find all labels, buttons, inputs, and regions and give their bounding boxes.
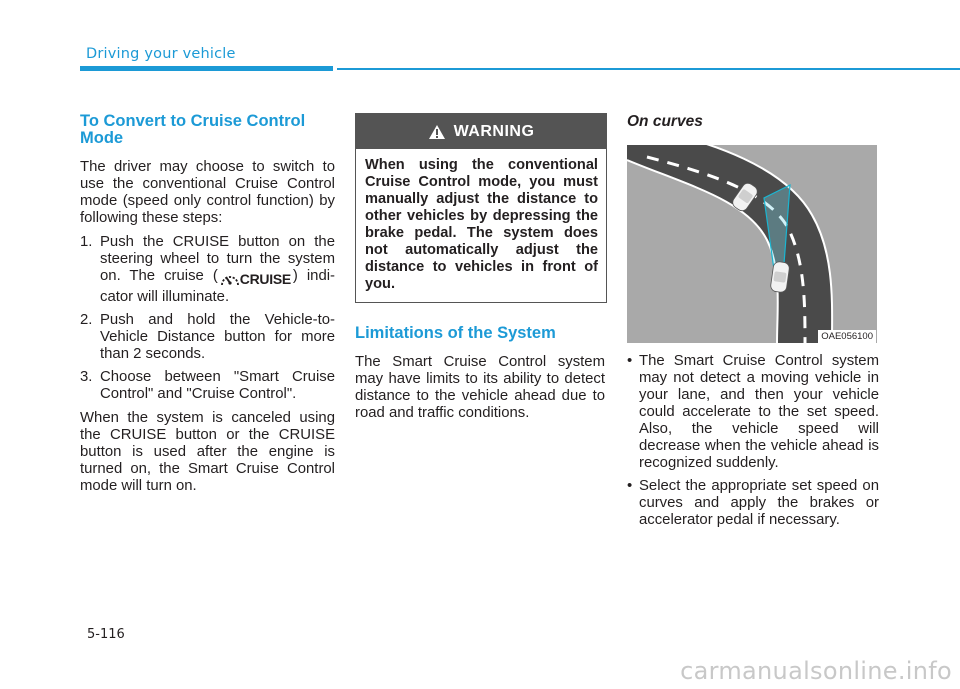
bullet-item: • The Smart Cruise Control system may not detect a moving vehicle in your lane, and then your vehicle could accelerate to the set speed. Also, the vehicle speed will decrease when the vehicle ahead is recognized suddenly. <box>627 353 879 472</box>
header-rule-thick <box>80 66 333 71</box>
bullet-item: • Select the appropriate set speed on curves and apply the brakes or accelerator pedal if necessary. <box>627 478 879 529</box>
paragraph-intro: The driver may choose to switch to use the conventional Cruise Control mode (speed only control function) by following these steps: <box>80 159 335 226</box>
curve-illustration <box>627 145 877 343</box>
warning-label: WARNING <box>453 123 535 140</box>
heading-convert-cruise: To Convert to Cruise Control Mode <box>80 112 306 147</box>
column-right <box>627 113 879 535</box>
curved-road-image <box>627 145 877 343</box>
step-text: Choose between "Smart Cruise Control" and "Cruise Control". <box>100 369 335 402</box>
step-text-before: Push the CRUISE button on the steering wheel to turn the system on. The cruise ( <box>100 234 335 284</box>
paragraph-limitations: The Smart Cruise Control system may have limits to its ability to detect distance to the vehicle ahead due to road and traffic conditions. <box>355 354 605 421</box>
page-number: 5-116 <box>87 627 125 642</box>
paragraph-outro: When the system is canceled using the CRUISE button or the CRUISE button is used after the engine is turned on, the Smart Cruise Control mode will turn on. <box>80 410 335 494</box>
step-number: 2. <box>80 312 93 328</box>
header-rule-thin <box>337 68 960 70</box>
step-text: Push and hold the Vehicle-to- Vehicle Distance button for more than 2 seconds. <box>100 312 335 362</box>
step-item <box>80 369 335 403</box>
step-text-after: ) indi- cator will illuminate. <box>100 268 336 305</box>
section-title: Driving your vehicle <box>86 46 236 62</box>
step-number: 3. <box>80 369 93 385</box>
column-middle <box>355 113 605 429</box>
cruise-indicator-icon <box>220 271 291 289</box>
heading-on-curves: On curves <box>627 113 703 130</box>
column-left <box>80 113 335 502</box>
step-item <box>80 234 335 306</box>
heading-limitations: Limitations of the System <box>355 324 556 342</box>
watermark: carmanualsonline.info <box>680 657 952 685</box>
warning-triangle-icon <box>428 124 446 140</box>
warning-text: When using the conventional Cruise Control mode, you must manually adjust the distance to other vehicles by depressing the brake pedal. The system does not automatically adjust the distance to vehicles in front of you. <box>365 157 598 292</box>
warning-box <box>355 113 607 303</box>
bullet-list <box>627 353 879 529</box>
steps-list <box>80 234 335 403</box>
step-number: 1. <box>80 234 93 250</box>
cruise-indicator-label: CRUISE <box>239 271 291 287</box>
warning-header <box>356 114 606 149</box>
step-item <box>80 312 335 363</box>
figure-label: OAE056100 <box>818 330 876 343</box>
